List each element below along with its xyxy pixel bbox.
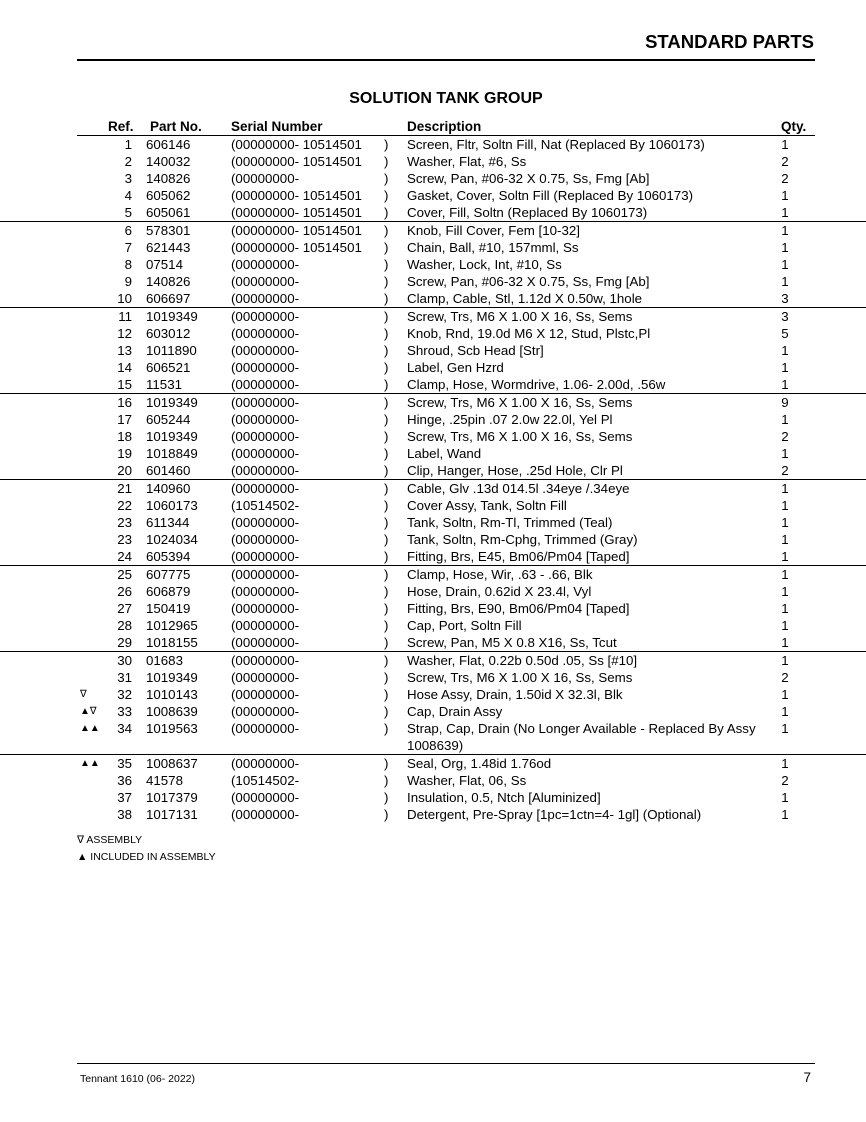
part-number: 1018849	[146, 446, 198, 461]
ref-number: 8	[124, 257, 132, 272]
part-number: 1024034	[146, 532, 198, 547]
serial-number: (00000000-	[231, 309, 300, 324]
table-row	[0, 221, 866, 239]
serial-close: )	[384, 687, 389, 702]
part-number: 603012	[146, 326, 191, 341]
part-number: 607775	[146, 567, 191, 582]
part-description: Knob, Rnd, 19.0d M6 X 12, Stud, Plstc,Pl	[407, 326, 651, 341]
serial-close: )	[384, 309, 389, 324]
section-title: SOLUTION TANK GROUP	[349, 90, 543, 107]
part-number: 1017131	[146, 807, 198, 822]
serial-close: )	[384, 137, 389, 152]
table-row	[0, 325, 866, 342]
serial-close: )	[384, 429, 389, 444]
row-symbol: ▲▲	[80, 723, 100, 734]
table-row	[0, 445, 866, 462]
serial-close: )	[384, 463, 389, 478]
serial-close: )	[384, 360, 389, 375]
part-number: 1019349	[146, 395, 198, 410]
part-description: Knob, Fill Cover, Fem [10-32]	[407, 223, 580, 238]
ref-number: 29	[117, 635, 132, 650]
serial-close: )	[384, 807, 389, 822]
col-header-description: Description	[407, 119, 482, 134]
parts-table	[0, 136, 866, 823]
table-row	[0, 514, 866, 531]
table-row	[0, 548, 866, 565]
serial-close: )	[384, 377, 389, 392]
table-row	[0, 600, 866, 617]
serial-close: )	[384, 498, 389, 513]
part-description: Cable, Glv .13d 014.5l .34eye /.34eye	[407, 481, 630, 496]
quantity: 1	[781, 790, 789, 805]
ref-number: 14	[117, 360, 132, 375]
part-number: 140032	[146, 154, 191, 169]
table-row	[0, 703, 866, 720]
ref-number: 23	[117, 532, 132, 547]
part-number: 606879	[146, 584, 191, 599]
table-header	[0, 119, 866, 136]
part-number: 606521	[146, 360, 191, 375]
part-number: 1008639	[146, 704, 198, 719]
serial-number: (00000000- 10514501	[231, 137, 362, 152]
part-number: 140826	[146, 171, 191, 186]
serial-close: )	[384, 446, 389, 461]
part-number: 1019563	[146, 721, 198, 736]
serial-close: )	[384, 601, 389, 616]
ref-number: 15	[117, 377, 132, 392]
part-number: 140826	[146, 274, 191, 289]
quantity: 2	[781, 463, 789, 478]
part-number: 1060173	[146, 498, 198, 513]
serial-close: )	[384, 635, 389, 650]
ref-number: 17	[117, 412, 132, 427]
quantity: 1	[781, 601, 789, 616]
part-description: Detergent, Pre-Spray [1pc=1ctn=4- 1gl] (Optional)	[407, 807, 702, 822]
table-row	[0, 669, 866, 686]
part-description: Screw, Trs, M6 X 1.00 X 16, Ss, Sems	[407, 309, 633, 324]
col-header-part: Part No.	[150, 119, 202, 134]
table-row	[0, 462, 866, 479]
quantity: 1	[781, 481, 789, 496]
part-number: 1019349	[146, 429, 198, 444]
part-description: Seal, Org, 1.48id 1.76od	[407, 756, 552, 771]
ref-number: 11	[118, 309, 132, 324]
serial-number: (00000000- 10514501	[231, 223, 362, 238]
footer-divider	[77, 1063, 815, 1064]
part-description: Shroud, Scb Head [Str]	[407, 343, 544, 358]
table-row	[0, 479, 866, 497]
quantity: 1	[781, 635, 789, 650]
ref-number: 35	[117, 756, 132, 771]
serial-close: )	[384, 773, 389, 788]
quantity: 1	[781, 343, 789, 358]
part-number: 11531	[146, 377, 182, 392]
part-number: 605244	[146, 412, 191, 427]
table-row	[0, 359, 866, 376]
part-number: 140960	[146, 481, 191, 496]
serial-close: )	[384, 721, 389, 736]
serial-number: (00000000-	[231, 670, 300, 685]
part-number: 605394	[146, 549, 191, 564]
table-row	[0, 651, 866, 669]
quantity: 1	[781, 223, 789, 238]
serial-number: (00000000-	[231, 601, 300, 616]
serial-number: (00000000-	[231, 549, 300, 564]
part-description: Screw, Trs, M6 X 1.00 X 16, Ss, Sems	[407, 429, 633, 444]
serial-close: )	[384, 618, 389, 633]
serial-close: )	[384, 205, 389, 220]
quantity: 2	[781, 670, 789, 685]
serial-number: (00000000-	[231, 704, 300, 719]
quantity: 3	[781, 291, 789, 306]
serial-close: )	[384, 343, 389, 358]
serial-number: (00000000-	[231, 635, 300, 650]
part-number: 1011890	[146, 343, 197, 358]
part-description: Washer, Flat, 0.22b 0.50d .05, Ss [#10]	[407, 653, 638, 668]
ref-number: 24	[117, 549, 132, 564]
serial-number: (00000000-	[231, 343, 300, 358]
part-description: Label, Wand	[407, 446, 482, 461]
ref-number: 6	[124, 223, 132, 238]
table-row	[0, 376, 866, 393]
serial-close: )	[384, 756, 389, 771]
part-number: 07514	[146, 257, 183, 272]
quantity: 3	[781, 309, 789, 324]
serial-number: (00000000-	[231, 653, 300, 668]
quantity: 1	[781, 584, 789, 599]
part-description: Tank, Soltn, Rm-Tl, Trimmed (Teal)	[407, 515, 613, 530]
serial-close: )	[384, 567, 389, 582]
serial-close: )	[384, 274, 389, 289]
part-number: 1012965	[146, 618, 198, 633]
serial-number: (10514502-	[231, 498, 300, 513]
quantity: 1	[781, 360, 789, 375]
serial-number: (00000000-	[231, 429, 300, 444]
ref-number: 32	[117, 687, 132, 702]
legend-assembly: ∇ ASSEMBLY	[77, 834, 143, 846]
ref-number: 33	[117, 704, 132, 719]
serial-close: )	[384, 326, 389, 341]
quantity: 1	[781, 687, 789, 702]
table-row	[0, 565, 866, 583]
serial-number: (00000000-	[231, 515, 300, 530]
serial-close: )	[384, 257, 389, 272]
quantity: 1	[781, 205, 789, 220]
serial-number: (10514502-	[231, 773, 300, 788]
ref-number: 30	[117, 653, 132, 668]
serial-number: (00000000- 10514501	[231, 154, 362, 169]
part-description: Clamp, Hose, Wir, .63 - .66, Blk	[407, 567, 593, 582]
ref-number: 20	[117, 463, 132, 478]
serial-close: )	[384, 291, 389, 306]
part-description: Hose Assy, Drain, 1.50id X 32.3l, Blk	[407, 687, 623, 702]
part-description: Hose, Drain, 0.62id X 23.4l, Vyl	[407, 584, 592, 599]
part-number: 611344	[146, 515, 190, 530]
quantity: 2	[781, 171, 789, 186]
ref-number: 36	[117, 773, 132, 788]
part-description: Clip, Hanger, Hose, .25d Hole, Clr Pl	[407, 463, 623, 478]
row-symbol: ▲▲	[80, 758, 100, 769]
ref-number: 21	[117, 481, 132, 496]
ref-number: 4	[124, 188, 132, 203]
serial-close: )	[384, 670, 389, 685]
ref-number: 25	[117, 567, 132, 582]
part-number: 150419	[146, 601, 191, 616]
table-row	[0, 754, 866, 772]
table-row	[0, 531, 866, 548]
quantity: 9	[781, 395, 789, 410]
part-description: Cover, Fill, Soltn (Replaced By 1060173)	[407, 205, 648, 220]
serial-number: (00000000-	[231, 395, 300, 410]
row-symbol: ▲∇	[80, 706, 97, 717]
serial-close: )	[384, 154, 389, 169]
ref-number: 27	[117, 601, 132, 616]
legend-included: ▲ INCLUDED IN ASSEMBLY	[77, 851, 216, 863]
ref-number: 9	[124, 274, 132, 289]
serial-number: (00000000-	[231, 412, 300, 427]
ref-number: 13	[117, 343, 132, 358]
serial-number: (00000000-	[231, 481, 300, 496]
quantity: 2	[781, 773, 789, 788]
serial-number: (00000000-	[231, 567, 300, 582]
serial-number: (00000000-	[231, 291, 300, 306]
ref-number: 7	[124, 240, 132, 255]
part-description: Washer, Lock, Int, #10, Ss	[407, 257, 562, 272]
part-description: Cover Assy, Tank, Soltn Fill	[407, 498, 567, 513]
table-row	[0, 170, 866, 187]
serial-close: )	[384, 240, 389, 255]
table-row	[0, 307, 866, 325]
part-number: 605061	[146, 205, 191, 220]
quantity: 1	[781, 567, 789, 582]
part-number: 41578	[146, 773, 183, 788]
serial-number: (00000000-	[231, 171, 300, 186]
serial-number: (00000000-	[231, 446, 300, 461]
part-number: 1008637	[146, 756, 198, 771]
ref-number: 31	[117, 670, 132, 685]
part-description: Screw, Trs, M6 X 1.00 X 16, Ss, Sems	[407, 670, 633, 685]
part-description: Screw, Pan, #06-32 X 0.75, Ss, Fmg [Ab]	[407, 171, 650, 186]
part-description: Screw, Pan, M5 X 0.8 X16, Ss, Tcut	[407, 635, 617, 650]
part-description: Washer, Flat, #6, Ss	[407, 154, 527, 169]
serial-number: (00000000-	[231, 618, 300, 633]
ref-number: 1	[124, 137, 132, 152]
footer-doc-info: Tennant 1610 (06- 2022)	[80, 1073, 196, 1085]
quantity: 1	[781, 704, 789, 719]
serial-number: (00000000-	[231, 721, 300, 736]
ref-number: 23	[117, 515, 132, 530]
table-row	[0, 290, 866, 307]
part-description: Hinge, .25pin .07 2.0w 22.0l, Yel Pl	[407, 412, 613, 427]
part-number: 606146	[146, 137, 191, 152]
part-description: Insulation, 0.5, Ntch [Aluminized]	[407, 790, 601, 805]
part-description: Clamp, Cable, Stl, 1.12d X 0.50w, 1hole	[407, 291, 643, 306]
col-header-serial: Serial Number	[231, 119, 323, 134]
part-number: 578301	[146, 223, 191, 238]
ref-number: 38	[117, 807, 132, 822]
quantity: 1	[781, 515, 789, 530]
serial-number: (00000000-	[231, 532, 300, 547]
table-row	[0, 153, 866, 170]
table-row	[0, 772, 866, 789]
quantity: 1	[781, 257, 789, 272]
part-description: Fitting, Brs, E90, Bm06/Pm04 [Taped]	[407, 601, 630, 616]
quantity: 2	[781, 429, 789, 444]
part-description: Clamp, Hose, Wormdrive, 1.06- 2.00d, .56w	[407, 377, 666, 392]
quantity: 2	[781, 154, 789, 169]
serial-close: )	[384, 532, 389, 547]
ref-number: 18	[117, 429, 132, 444]
quantity: 1	[781, 240, 789, 255]
quantity: 1	[781, 549, 789, 564]
table-row	[0, 497, 866, 514]
ref-number: 37	[117, 790, 132, 805]
part-description: Screw, Trs, M6 X 1.00 X 16, Ss, Sems	[407, 395, 633, 410]
quantity: 1	[781, 274, 789, 289]
ref-number: 3	[124, 171, 132, 186]
quantity: 1	[781, 618, 789, 633]
serial-close: )	[384, 584, 389, 599]
table-row	[0, 239, 866, 256]
ref-number: 10	[117, 291, 132, 306]
table-row	[0, 720, 866, 754]
serial-close: )	[384, 549, 389, 564]
table-row	[0, 806, 866, 823]
serial-close: )	[384, 395, 389, 410]
serial-close: )	[384, 481, 389, 496]
serial-number: (00000000-	[231, 807, 300, 822]
quantity: 1	[781, 137, 789, 152]
table-row	[0, 428, 866, 445]
serial-number: (00000000-	[231, 687, 300, 702]
table-row	[0, 411, 866, 428]
ref-number: 5	[124, 205, 132, 220]
serial-number: (00000000-	[231, 360, 300, 375]
quantity: 1	[781, 446, 789, 461]
part-description: Washer, Flat, 06, Ss	[407, 773, 527, 788]
row-symbol: ∇	[80, 689, 87, 700]
table-row	[0, 617, 866, 634]
serial-close: )	[384, 188, 389, 203]
ref-number: 22	[117, 498, 132, 513]
table-row	[0, 634, 866, 651]
part-description: Strap, Cap, Drain (No Longer Available - Replaced By Assy 1008639)	[407, 721, 756, 753]
quantity: 1	[781, 188, 789, 203]
part-number: 1017379	[146, 790, 198, 805]
part-description: Tank, Soltn, Rm-Cphg, Trimmed (Gray)	[407, 532, 638, 547]
serial-number: (00000000-	[231, 377, 300, 392]
ref-number: 16	[117, 395, 132, 410]
ref-number: 12	[117, 326, 132, 341]
serial-close: )	[384, 223, 389, 238]
part-number: 1010143	[146, 687, 198, 702]
ref-number: 34	[117, 721, 132, 736]
part-description: Fitting, Brs, E45, Bm06/Pm04 [Taped]	[407, 549, 630, 564]
serial-close: )	[384, 515, 389, 530]
part-description: Label, Gen Hzrd	[407, 360, 504, 375]
table-row	[0, 187, 866, 204]
quantity: 1	[781, 756, 789, 771]
table-row	[0, 273, 866, 290]
serial-close: )	[384, 412, 389, 427]
part-number: 1019349	[146, 309, 198, 324]
serial-number: (00000000-	[231, 257, 300, 272]
part-description: Chain, Ball, #10, 157mml, Ss	[407, 240, 579, 255]
quantity: 1	[781, 498, 789, 513]
serial-number: (00000000-	[231, 790, 300, 805]
part-number: 605062	[146, 188, 191, 203]
quantity: 1	[781, 412, 789, 427]
serial-number: (00000000-	[231, 584, 300, 599]
table-row	[0, 789, 866, 806]
table-row	[0, 342, 866, 359]
serial-number: (00000000- 10514501	[231, 240, 362, 255]
serial-close: )	[384, 171, 389, 186]
quantity: 1	[781, 721, 789, 736]
table-row	[0, 583, 866, 600]
col-header-ref: Ref.	[108, 119, 134, 134]
serial-number: (00000000- 10514501	[231, 205, 362, 220]
part-number: 621443	[146, 240, 191, 255]
serial-number: (00000000-	[231, 463, 300, 478]
table-row	[0, 204, 866, 221]
serial-number: (00000000-	[231, 326, 300, 341]
table-row	[0, 686, 866, 703]
ref-number: 2	[124, 154, 132, 169]
quantity: 1	[781, 807, 789, 822]
header-divider	[77, 59, 815, 61]
table-row	[0, 393, 866, 411]
ref-number: 26	[117, 584, 132, 599]
serial-close: )	[384, 653, 389, 668]
serial-number: (00000000- 10514501	[231, 188, 362, 203]
quantity: 1	[781, 532, 789, 547]
part-description: Cap, Drain Assy	[407, 704, 503, 719]
page-number: 7	[803, 1070, 811, 1085]
serial-number: (00000000-	[231, 274, 300, 289]
ref-number: 19	[117, 446, 132, 461]
quantity: 5	[781, 326, 789, 341]
ref-number: 28	[117, 618, 132, 633]
page-header-title: STANDARD PARTS	[645, 31, 814, 52]
col-header-qty: Qty.	[781, 119, 807, 134]
part-number: 01683	[146, 653, 183, 668]
part-description: Cap, Port, Soltn Fill	[407, 618, 522, 633]
quantity: 1	[781, 377, 789, 392]
serial-close: )	[384, 790, 389, 805]
part-number: 601460	[146, 463, 191, 478]
part-number: 1019349	[146, 670, 198, 685]
serial-number: (00000000-	[231, 756, 300, 771]
part-description: Gasket, Cover, Soltn Fill (Replaced By 1060173)	[407, 188, 694, 203]
table-row	[0, 136, 866, 153]
quantity: 1	[781, 653, 789, 668]
serial-close: )	[384, 704, 389, 719]
part-number: 1018155	[146, 635, 198, 650]
table-row	[0, 256, 866, 273]
part-description: Screen, Fltr, Soltn Fill, Nat (Replaced By 1060173)	[407, 137, 705, 152]
part-number: 606697	[146, 291, 191, 306]
part-description: Screw, Pan, #06-32 X 0.75, Ss, Fmg [Ab]	[407, 274, 650, 289]
